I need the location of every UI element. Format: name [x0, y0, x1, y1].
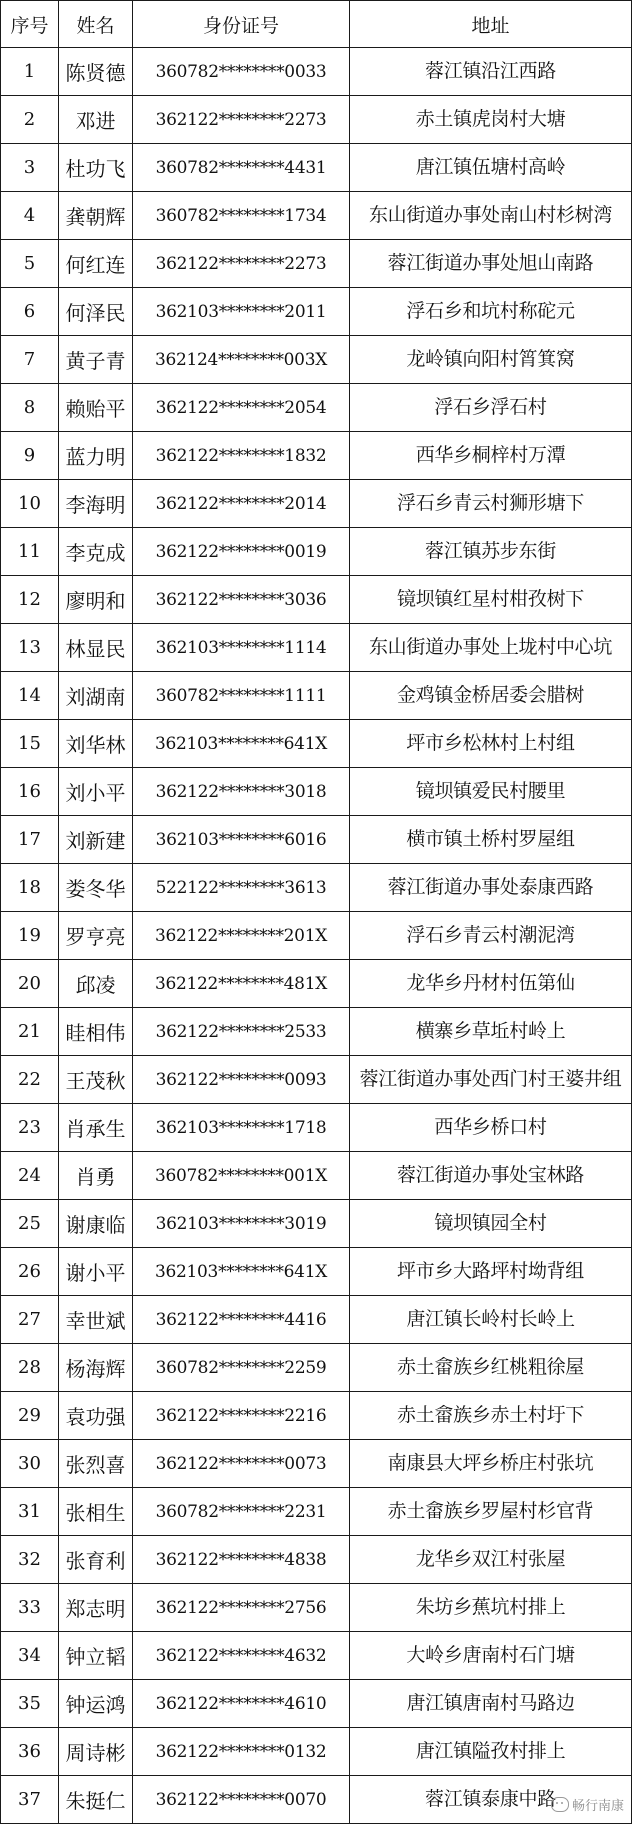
cell-id-number: 362122********2216 — [133, 1392, 350, 1440]
cell-id-number: 362122********2533 — [133, 1008, 350, 1056]
cell-name: 李克成 — [59, 528, 133, 576]
watermark — [551, 1795, 624, 1814]
cell-name: 林显民 — [59, 624, 133, 672]
header-index: 序号 — [1, 1, 59, 48]
cell-name: 谢小平 — [59, 1248, 133, 1296]
table-row — [1, 1008, 632, 1056]
cell-name: 刘华林 — [59, 720, 133, 768]
cell-address: 镜坝镇园全村 — [350, 1200, 632, 1248]
table-row — [1, 960, 632, 1008]
cell-index: 18 — [1, 864, 59, 912]
cell-index: 9 — [1, 432, 59, 480]
cell-id-number: 362122********2273 — [133, 240, 350, 288]
cell-address: 大岭乡唐南村石门塘 — [350, 1632, 632, 1680]
cell-id-number: 362122********1832 — [133, 432, 350, 480]
table-row — [1, 816, 632, 864]
cell-id-number: 362122********2756 — [133, 1584, 350, 1632]
cell-index: 13 — [1, 624, 59, 672]
cell-id-number: 362103********2011 — [133, 288, 350, 336]
table-row — [1, 1584, 632, 1632]
cell-index: 29 — [1, 1392, 59, 1440]
cell-id-number: 362103********3019 — [133, 1200, 350, 1248]
cell-name: 刘湖南 — [59, 672, 133, 720]
cell-name: 杨海辉 — [59, 1344, 133, 1392]
cell-id-number: 362103********6016 — [133, 816, 350, 864]
cell-address: 东山街道办事处南山村杉树湾 — [350, 192, 632, 240]
cell-index: 25 — [1, 1200, 59, 1248]
table-row — [1, 1056, 632, 1104]
cell-name: 张育利 — [59, 1536, 133, 1584]
cell-address: 唐江镇长岭村长岭上 — [350, 1296, 632, 1344]
cell-index: 15 — [1, 720, 59, 768]
cell-address: 龙华乡丹材村伍第仙 — [350, 960, 632, 1008]
cell-index: 28 — [1, 1344, 59, 1392]
cell-address: 金鸡镇金桥居委会腊树 — [350, 672, 632, 720]
table-row — [1, 1440, 632, 1488]
header-row — [1, 1, 632, 48]
cell-index: 7 — [1, 336, 59, 384]
cell-name: 张相生 — [59, 1488, 133, 1536]
cell-id-number: 362103********1718 — [133, 1104, 350, 1152]
table-row — [1, 96, 632, 144]
table-row — [1, 528, 632, 576]
cell-index: 10 — [1, 480, 59, 528]
cell-address: 龙岭镇向阳村筲箕窝 — [350, 336, 632, 384]
table-row — [1, 624, 632, 672]
cell-name: 蓝力明 — [59, 432, 133, 480]
cell-name: 邓进 — [59, 96, 133, 144]
cell-id-number: 360782********0033 — [133, 48, 350, 96]
cell-address: 唐江镇伍塘村高岭 — [350, 144, 632, 192]
cell-name: 杜功飞 — [59, 144, 133, 192]
cell-name: 朱挺仁 — [59, 1776, 133, 1824]
table-row — [1, 1152, 632, 1200]
cell-address: 蓉江街道办事处西门村王婆井组 — [350, 1056, 632, 1104]
cell-id-number: 362122********4416 — [133, 1296, 350, 1344]
cell-address: 龙华乡双江村张屋 — [350, 1536, 632, 1584]
cell-index: 32 — [1, 1536, 59, 1584]
cell-index: 21 — [1, 1008, 59, 1056]
cell-id-number: 362122********3036 — [133, 576, 350, 624]
table-row — [1, 480, 632, 528]
cell-name: 肖承生 — [59, 1104, 133, 1152]
cell-address: 蓉江街道办事处泰康西路 — [350, 864, 632, 912]
cell-name: 黄子青 — [59, 336, 133, 384]
cell-id-number: 362103********641X — [133, 720, 350, 768]
cell-index: 20 — [1, 960, 59, 1008]
cell-index: 23 — [1, 1104, 59, 1152]
cell-name: 廖明和 — [59, 576, 133, 624]
cell-id-number: 362122********481X — [133, 960, 350, 1008]
cell-name: 肖勇 — [59, 1152, 133, 1200]
cell-index: 2 — [1, 96, 59, 144]
cell-name: 张烈喜 — [59, 1440, 133, 1488]
cell-id-number: 362122********2014 — [133, 480, 350, 528]
cell-id-number: 522122********3613 — [133, 864, 350, 912]
cell-id-number: 362122********2273 — [133, 96, 350, 144]
cell-address: 唐江镇唐南村马路边 — [350, 1680, 632, 1728]
cell-id-number: 360782********2231 — [133, 1488, 350, 1536]
cell-name: 郑志明 — [59, 1584, 133, 1632]
table-row — [1, 1488, 632, 1536]
cell-address: 东山街道办事处上垅村中心坑 — [350, 624, 632, 672]
cell-id-number: 362122********0019 — [133, 528, 350, 576]
table-row — [1, 240, 632, 288]
wechat-icon — [551, 1797, 569, 1812]
cell-address: 赤土畲族乡红桃粗徐屋 — [350, 1344, 632, 1392]
cell-name: 刘小平 — [59, 768, 133, 816]
cell-index: 35 — [1, 1680, 59, 1728]
table-row — [1, 288, 632, 336]
cell-index: 31 — [1, 1488, 59, 1536]
table-row — [1, 1632, 632, 1680]
table-row — [1, 384, 632, 432]
cell-address: 西华乡桥口村 — [350, 1104, 632, 1152]
cell-index: 17 — [1, 816, 59, 864]
cell-address: 西华乡桐梓村万潭 — [350, 432, 632, 480]
cell-index: 3 — [1, 144, 59, 192]
table-row — [1, 1680, 632, 1728]
table-body — [1, 48, 632, 1824]
table-row — [1, 720, 632, 768]
cell-index: 8 — [1, 384, 59, 432]
cell-name: 钟运鸿 — [59, 1680, 133, 1728]
cell-id-number: 362124********003X — [133, 336, 350, 384]
cell-index: 37 — [1, 1776, 59, 1824]
cell-name: 娄冬华 — [59, 864, 133, 912]
cell-name: 何泽民 — [59, 288, 133, 336]
table-header — [1, 1, 632, 48]
cell-address: 蓉江镇苏步东街 — [350, 528, 632, 576]
table-row — [1, 768, 632, 816]
cell-id-number: 362122********0132 — [133, 1728, 350, 1776]
table-row — [1, 1392, 632, 1440]
cell-address: 赤土畲族乡赤土村圩下 — [350, 1392, 632, 1440]
cell-id-number: 362122********3018 — [133, 768, 350, 816]
cell-address: 浮石乡和坑村称砣元 — [350, 288, 632, 336]
cell-address: 浮石乡浮石村 — [350, 384, 632, 432]
table-row — [1, 1536, 632, 1584]
cell-index: 12 — [1, 576, 59, 624]
cell-index: 11 — [1, 528, 59, 576]
cell-name: 王茂秋 — [59, 1056, 133, 1104]
cell-name: 周诗彬 — [59, 1728, 133, 1776]
cell-id-number: 362122********201X — [133, 912, 350, 960]
cell-index: 30 — [1, 1440, 59, 1488]
cell-index: 14 — [1, 672, 59, 720]
cell-index: 26 — [1, 1248, 59, 1296]
watermark-text: 畅行南康 — [571, 1799, 624, 1814]
cell-address: 浮石乡青云村潮泥湾 — [350, 912, 632, 960]
cell-name: 罗亨亮 — [59, 912, 133, 960]
cell-index: 27 — [1, 1296, 59, 1344]
cell-id-number: 362122********4610 — [133, 1680, 350, 1728]
cell-name: 陈贤德 — [59, 48, 133, 96]
cell-address: 镜坝镇红星村柑孜树下 — [350, 576, 632, 624]
header-address: 地址 — [350, 1, 632, 48]
cell-address: 蓉江街道办事处旭山南路 — [350, 240, 632, 288]
table-row — [1, 1248, 632, 1296]
table-row — [1, 336, 632, 384]
cell-address: 镜坝镇爱民村腰里 — [350, 768, 632, 816]
cell-name: 谢康临 — [59, 1200, 133, 1248]
cell-index: 6 — [1, 288, 59, 336]
cell-name: 钟立韬 — [59, 1632, 133, 1680]
cell-index: 24 — [1, 1152, 59, 1200]
cell-name: 幸世斌 — [59, 1296, 133, 1344]
cell-id-number: 362122********2054 — [133, 384, 350, 432]
cell-name: 李海明 — [59, 480, 133, 528]
cell-index: 5 — [1, 240, 59, 288]
cell-index: 19 — [1, 912, 59, 960]
table-row — [1, 672, 632, 720]
cell-name: 眭相伟 — [59, 1008, 133, 1056]
cell-name: 赖贻平 — [59, 384, 133, 432]
cell-name: 邱凌 — [59, 960, 133, 1008]
cell-address: 蓉江镇沿江西路 — [350, 48, 632, 96]
header-name: 姓名 — [59, 1, 133, 48]
cell-address: 赤土畲族乡罗屋村杉官背 — [350, 1488, 632, 1536]
table-row — [1, 912, 632, 960]
table-row — [1, 144, 632, 192]
cell-address: 蓉江镇泰康中路 — [350, 1776, 632, 1824]
cell-address: 南康县大坪乡桥庄村张坑 — [350, 1440, 632, 1488]
header-id-number: 身份证号 — [133, 1, 350, 48]
cell-index: 1 — [1, 48, 59, 96]
table-row — [1, 576, 632, 624]
table-row — [1, 1344, 632, 1392]
cell-address: 横寨乡草坵村岭上 — [350, 1008, 632, 1056]
cell-address: 坪市乡松林村上村组 — [350, 720, 632, 768]
cell-name: 刘新建 — [59, 816, 133, 864]
table-row — [1, 1200, 632, 1248]
cell-address: 赤土镇虎岗村大塘 — [350, 96, 632, 144]
cell-address: 蓉江街道办事处宝林路 — [350, 1152, 632, 1200]
cell-address: 横市镇土桥村罗屋组 — [350, 816, 632, 864]
cell-id-number: 360782********2259 — [133, 1344, 350, 1392]
cell-id-number: 362122********4632 — [133, 1632, 350, 1680]
cell-name: 龚朝辉 — [59, 192, 133, 240]
cell-id-number: 360782********1111 — [133, 672, 350, 720]
cell-id-number: 362122********4838 — [133, 1536, 350, 1584]
cell-name: 何红连 — [59, 240, 133, 288]
table-row — [1, 192, 632, 240]
cell-id-number: 362122********0070 — [133, 1776, 350, 1824]
cell-id-number: 362103********641X — [133, 1248, 350, 1296]
cell-address: 坪市乡大路坪村坳背组 — [350, 1248, 632, 1296]
cell-index: 33 — [1, 1584, 59, 1632]
cell-index: 36 — [1, 1728, 59, 1776]
cell-id-number: 362103********1114 — [133, 624, 350, 672]
cell-index: 34 — [1, 1632, 59, 1680]
cell-index: 16 — [1, 768, 59, 816]
table-row — [1, 1776, 632, 1824]
table-row — [1, 48, 632, 96]
cell-id-number: 360782********4431 — [133, 144, 350, 192]
table-row — [1, 864, 632, 912]
cell-address: 朱坊乡蕉坑村排上 — [350, 1584, 632, 1632]
cell-id-number: 360782********001X — [133, 1152, 350, 1200]
cell-address: 唐江镇隘孜村排上 — [350, 1728, 632, 1776]
table-row — [1, 432, 632, 480]
table-row — [1, 1728, 632, 1776]
cell-id-number: 362122********0093 — [133, 1056, 350, 1104]
cell-id-number: 360782********1734 — [133, 192, 350, 240]
table-row — [1, 1104, 632, 1152]
table-row — [1, 1296, 632, 1344]
cell-index: 22 — [1, 1056, 59, 1104]
cell-id-number: 362122********0073 — [133, 1440, 350, 1488]
cell-address: 浮石乡青云村狮形塘下 — [350, 480, 632, 528]
cell-name: 袁功强 — [59, 1392, 133, 1440]
cell-index: 4 — [1, 192, 59, 240]
